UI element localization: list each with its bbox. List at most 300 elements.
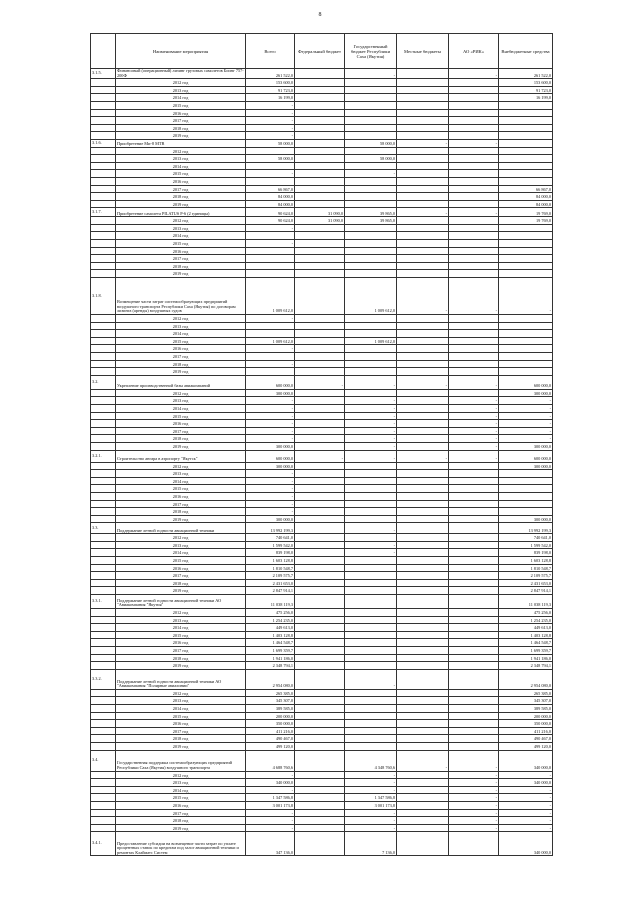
row-code xyxy=(91,639,116,647)
cell-total: 4 688 760,6 xyxy=(246,750,295,771)
cell-total: - xyxy=(246,420,295,428)
cell-extrabudgetary: 350 000,0 xyxy=(499,720,553,728)
year-row xyxy=(91,404,553,412)
cell-total: - xyxy=(246,435,295,443)
year-row xyxy=(91,549,553,557)
cell-rik xyxy=(449,255,499,263)
cell-local: - xyxy=(397,450,449,462)
cell-extrabudgetary: 19 769,0 xyxy=(499,217,553,225)
year-row xyxy=(91,631,553,639)
year-row xyxy=(91,647,553,655)
row-code xyxy=(91,824,116,832)
cell-total: 345 307,0 xyxy=(246,697,295,705)
cell-extrabudgetary: 1 254 235,0 xyxy=(499,616,553,624)
cell-total: 300 000,0 xyxy=(246,515,295,523)
year-row xyxy=(91,132,553,140)
row-code xyxy=(91,155,116,163)
cell-state: 39 865,0 xyxy=(345,217,397,225)
year-row xyxy=(91,470,553,478)
cell-local xyxy=(397,337,449,345)
cell-rik xyxy=(449,631,499,639)
cell-total: 1 599 542,0 xyxy=(246,541,295,549)
cell-total: 1 699 359,7 xyxy=(246,647,295,655)
cell-rik xyxy=(449,217,499,225)
cell-total: 490 467,0 xyxy=(246,735,295,743)
cell-extrabudgetary: 2 847 914,1 xyxy=(499,587,553,595)
cell-state xyxy=(345,639,397,647)
cell-state xyxy=(345,200,397,208)
cell-rik: - xyxy=(449,442,499,450)
cell-local xyxy=(397,404,449,412)
year-label: 2017 год xyxy=(116,255,246,263)
cell-federal xyxy=(295,735,345,743)
row-code xyxy=(91,132,116,140)
cell-federal xyxy=(295,557,345,565)
cell-extrabudgetary: 1 403 128,8 xyxy=(499,631,553,639)
year-label: 2015 год xyxy=(116,712,246,720)
cell-state: - xyxy=(345,523,397,534)
cell-rik xyxy=(449,155,499,163)
year-label: 2016 год xyxy=(116,492,246,500)
header-total: Всего xyxy=(246,34,295,69)
cell-state: - xyxy=(345,809,397,817)
cell-total: 340 000,0 xyxy=(246,779,295,787)
year-row xyxy=(91,232,553,240)
cell-extrabudgetary: 600 000,0 xyxy=(499,375,553,389)
row-code xyxy=(91,322,116,330)
cell-total: 90 624,0 xyxy=(246,208,295,217)
cell-total xyxy=(246,147,295,155)
year-row xyxy=(91,360,553,368)
cell-local xyxy=(397,330,449,338)
cell-rik xyxy=(449,712,499,720)
cell-local xyxy=(397,224,449,232)
year-label: 2016 год xyxy=(116,177,246,185)
cell-extrabudgetary: 449 613,0 xyxy=(499,624,553,632)
cell-local xyxy=(397,742,449,750)
cell-extrabudgetary xyxy=(499,147,553,155)
cell-state: - xyxy=(345,435,397,443)
year-label: 2015 год xyxy=(116,557,246,565)
cell-rik: - xyxy=(449,750,499,771)
financing-table xyxy=(90,33,553,856)
cell-total: 300 000,0 xyxy=(246,442,295,450)
cell-total: 1 603 128,8 xyxy=(246,557,295,565)
cell-rik xyxy=(449,485,499,493)
header-code xyxy=(91,34,116,69)
cell-local xyxy=(397,824,449,832)
cell-extrabudgetary: 2 348 794,1 xyxy=(499,662,553,670)
year-row xyxy=(91,712,553,720)
cell-extrabudgetary: 300 000,0 xyxy=(499,515,553,523)
activity-row xyxy=(91,139,553,147)
row-code xyxy=(91,624,116,632)
cell-total: - xyxy=(246,240,295,248)
year-label: 2017 год xyxy=(116,427,246,435)
cell-federal xyxy=(295,435,345,443)
cell-rik: - xyxy=(449,435,499,443)
cell-local xyxy=(397,262,449,270)
row-code xyxy=(91,337,116,345)
year-label: 2012 год xyxy=(116,771,246,779)
year-label: 2014 год xyxy=(116,704,246,712)
cell-extrabudgetary: 261 522,0 xyxy=(499,69,553,79)
cell-rik xyxy=(449,564,499,572)
year-label: 2015 год xyxy=(116,101,246,109)
cell-extrabudgetary: 340 000,0 xyxy=(499,750,553,771)
activity-name: Приобретение самолета PILATUS P-6 (2 единицы) xyxy=(116,208,246,217)
cell-total xyxy=(246,255,295,263)
cell-federal xyxy=(295,809,345,817)
row-code xyxy=(91,794,116,802)
cell-rik xyxy=(449,624,499,632)
cell-total: 200 000,0 xyxy=(246,712,295,720)
cell-federal xyxy=(295,470,345,478)
cell-extrabudgetary xyxy=(499,162,553,170)
cell-local xyxy=(397,360,449,368)
cell-rik xyxy=(449,720,499,728)
row-code xyxy=(91,631,116,639)
cell-extrabudgetary: 2 431 653,0 xyxy=(499,579,553,587)
year-row xyxy=(91,771,553,779)
year-row xyxy=(91,170,553,178)
year-row xyxy=(91,801,553,809)
row-code xyxy=(91,86,116,94)
cell-rik xyxy=(449,572,499,580)
cell-extrabudgetary xyxy=(499,360,553,368)
row-code xyxy=(91,412,116,420)
year-row xyxy=(91,515,553,523)
cell-state xyxy=(345,330,397,338)
activity-name: Укрепление производственной базы авиакомпаний xyxy=(116,375,246,389)
year-label: 2014 год xyxy=(116,549,246,557)
year-row xyxy=(91,735,553,743)
cell-state: 58 000,0 xyxy=(345,139,397,147)
cell-extrabudgetary xyxy=(499,330,553,338)
cell-federal xyxy=(295,817,345,825)
activity-row xyxy=(91,278,553,315)
cell-federal xyxy=(295,832,345,856)
cell-local xyxy=(397,735,449,743)
cell-federal xyxy=(295,389,345,397)
year-row xyxy=(91,412,553,420)
cell-extrabudgetary xyxy=(499,508,553,516)
row-code xyxy=(91,579,116,587)
cell-local xyxy=(397,427,449,435)
cell-local xyxy=(397,124,449,132)
year-row xyxy=(91,534,553,542)
cell-local xyxy=(397,771,449,779)
cell-state: - xyxy=(345,420,397,428)
cell-total: - xyxy=(246,492,295,500)
table-body xyxy=(91,69,553,856)
cell-extrabudgetary xyxy=(499,353,553,361)
cell-federal xyxy=(295,654,345,662)
year-label: 2013 год xyxy=(116,397,246,405)
cell-state: - xyxy=(345,450,397,462)
year-label: 2015 год xyxy=(116,485,246,493)
cell-federal xyxy=(295,427,345,435)
year-row xyxy=(91,155,553,163)
cell-rik xyxy=(449,94,499,102)
cell-extrabudgetary xyxy=(499,470,553,478)
cell-local xyxy=(397,662,449,670)
cell-extrabudgetary: 600 000,0 xyxy=(499,450,553,462)
cell-federal xyxy=(295,662,345,670)
row-code xyxy=(91,368,116,376)
row-code xyxy=(91,247,116,255)
cell-total: 300 000,0 xyxy=(246,462,295,470)
cell-total: - xyxy=(246,117,295,125)
cell-federal xyxy=(295,255,345,263)
row-code xyxy=(91,117,116,125)
activity-name: Строительство ангара в аэропорту "Якутск" xyxy=(116,450,246,462)
cell-total: 90 624,0 xyxy=(246,217,295,225)
cell-federal xyxy=(295,631,345,639)
year-label: 2013 год xyxy=(116,86,246,94)
row-code xyxy=(91,193,116,201)
cell-federal xyxy=(295,147,345,155)
cell-extrabudgetary xyxy=(499,322,553,330)
cell-extrabudgetary: 839 198,0 xyxy=(499,549,553,557)
cell-state xyxy=(345,247,397,255)
cell-rik: - xyxy=(449,375,499,389)
cell-rik xyxy=(449,124,499,132)
cell-local xyxy=(397,485,449,493)
cell-federal xyxy=(295,669,345,689)
cell-state xyxy=(345,492,397,500)
cell-federal xyxy=(295,742,345,750)
cell-federal xyxy=(295,132,345,140)
cell-extrabudgetary: 740 641,0 xyxy=(499,534,553,542)
cell-extrabudgetary: 300 000,0 xyxy=(499,389,553,397)
year-row xyxy=(91,809,553,817)
row-code xyxy=(91,435,116,443)
year-label: 2013 год xyxy=(116,155,246,163)
cell-extrabudgetary: 475 256,0 xyxy=(499,609,553,617)
cell-total: - xyxy=(246,824,295,832)
cell-state: - xyxy=(345,397,397,405)
row-code xyxy=(91,109,116,117)
cell-total: 1 464 548,7 xyxy=(246,639,295,647)
cell-local xyxy=(397,79,449,87)
cell-extrabudgetary: 265 385,0 xyxy=(499,689,553,697)
year-row xyxy=(91,200,553,208)
year-row xyxy=(91,742,553,750)
cell-local xyxy=(397,579,449,587)
cell-rik xyxy=(449,86,499,94)
cell-rik xyxy=(449,389,499,397)
cell-state xyxy=(345,270,397,278)
year-row xyxy=(91,587,553,595)
year-label: 2018 год xyxy=(116,262,246,270)
cell-local xyxy=(397,217,449,225)
cell-total xyxy=(246,247,295,255)
cell-federal xyxy=(295,485,345,493)
cell-extrabudgetary xyxy=(499,177,553,185)
cell-federal xyxy=(295,368,345,376)
row-code xyxy=(91,809,116,817)
activity-name: Возмещение части затрат системообразующих предприятий воздушного транспорта Республики Саха (Якутия) по договорам лизинга (аренды) воздушных судов xyxy=(116,278,246,315)
cell-federal xyxy=(295,515,345,523)
cell-rik xyxy=(449,315,499,323)
cell-extrabudgetary: - xyxy=(499,427,553,435)
cell-local xyxy=(397,704,449,712)
year-label: 2019 год xyxy=(116,132,246,140)
year-label: 2013 год xyxy=(116,470,246,478)
cell-state: - xyxy=(345,817,397,825)
activity-row xyxy=(91,669,553,689)
header-local-budgets: Местные бюджеты xyxy=(397,34,449,69)
cell-extrabudgetary xyxy=(499,345,553,353)
cell-federal xyxy=(295,508,345,516)
year-row xyxy=(91,420,553,428)
cell-local xyxy=(397,712,449,720)
cell-state xyxy=(345,587,397,595)
year-label: 2015 год xyxy=(116,337,246,345)
cell-total: 389 585,0 xyxy=(246,704,295,712)
year-label: 2014 год xyxy=(116,624,246,632)
row-code xyxy=(91,727,116,735)
cell-local xyxy=(397,353,449,361)
cell-state xyxy=(345,132,397,140)
cell-total: - xyxy=(246,360,295,368)
cell-state: 1 009 612,0 xyxy=(345,337,397,345)
cell-state: - xyxy=(345,375,397,389)
cell-federal xyxy=(295,397,345,405)
row-code xyxy=(91,270,116,278)
year-label: 2012 год xyxy=(116,389,246,397)
year-row xyxy=(91,557,553,565)
row-code xyxy=(91,662,116,670)
year-row xyxy=(91,397,553,405)
cell-total: - xyxy=(246,470,295,478)
cell-local xyxy=(397,442,449,450)
cell-local xyxy=(397,669,449,689)
cell-rik xyxy=(449,549,499,557)
cell-local xyxy=(397,609,449,617)
year-row xyxy=(91,485,553,493)
year-label: 2016 год xyxy=(116,247,246,255)
row-code xyxy=(91,101,116,109)
cell-federal xyxy=(295,647,345,655)
cell-federal xyxy=(295,353,345,361)
cell-rik: - xyxy=(449,404,499,412)
year-row xyxy=(91,824,553,832)
cell-total xyxy=(246,270,295,278)
cell-local xyxy=(397,564,449,572)
row-code xyxy=(91,654,116,662)
row-code xyxy=(91,534,116,542)
cell-total: - xyxy=(246,315,295,323)
year-row xyxy=(91,500,553,508)
row-code xyxy=(91,177,116,185)
cell-local xyxy=(397,477,449,485)
cell-rik xyxy=(449,330,499,338)
cell-rik xyxy=(449,193,499,201)
year-row xyxy=(91,462,553,470)
activity-row xyxy=(91,595,553,609)
header-extrabudgetary: Внебюджетные средства xyxy=(499,34,553,69)
cell-federal xyxy=(295,139,345,147)
year-label: 2012 год xyxy=(116,147,246,155)
cell-state: 4 348 760,6 xyxy=(345,750,397,771)
year-row xyxy=(91,572,553,580)
cell-rik: - xyxy=(449,397,499,405)
cell-extrabudgetary: 2 954 080,0 xyxy=(499,669,553,689)
cell-federal xyxy=(295,523,345,534)
year-label: 2012 год xyxy=(116,315,246,323)
cell-local xyxy=(397,368,449,376)
cell-state xyxy=(345,735,397,743)
cell-total: 499 120,0 xyxy=(246,742,295,750)
cell-state xyxy=(345,595,397,609)
cell-extrabudgetary xyxy=(499,247,553,255)
cell-state xyxy=(345,727,397,735)
cell-total: - xyxy=(246,412,295,420)
cell-total: 2 847 914,1 xyxy=(246,587,295,595)
row-code xyxy=(91,462,116,470)
cell-federal xyxy=(295,185,345,193)
cell-local xyxy=(397,809,449,817)
cell-total: 1 254 235,0 xyxy=(246,616,295,624)
cell-state: - xyxy=(345,786,397,794)
cell-local xyxy=(397,232,449,240)
cell-total: 16 199,0 xyxy=(246,94,295,102)
cell-state xyxy=(345,485,397,493)
cell-state xyxy=(345,534,397,542)
cell-rik xyxy=(449,654,499,662)
year-label: 2019 год xyxy=(116,824,246,832)
cell-federal xyxy=(295,155,345,163)
year-label: 2017 год xyxy=(116,647,246,655)
year-row xyxy=(91,389,553,397)
cell-federal xyxy=(295,162,345,170)
cell-local xyxy=(397,315,449,323)
cell-federal xyxy=(295,587,345,595)
cell-local xyxy=(397,435,449,443)
cell-rik xyxy=(449,353,499,361)
row-code: 3.3.1. xyxy=(91,595,116,609)
cell-rik xyxy=(449,170,499,178)
cell-extrabudgetary: - xyxy=(499,786,553,794)
cell-rik: - xyxy=(449,824,499,832)
cell-state: - xyxy=(345,404,397,412)
activity-row xyxy=(91,750,553,771)
year-row xyxy=(91,609,553,617)
cell-state xyxy=(345,79,397,87)
year-row xyxy=(91,427,553,435)
cell-rik xyxy=(449,832,499,856)
row-code xyxy=(91,609,116,617)
cell-extrabudgetary: - xyxy=(499,801,553,809)
year-row xyxy=(91,94,553,102)
cell-federal xyxy=(295,801,345,809)
cell-total: 84 000,0 xyxy=(246,193,295,201)
year-row xyxy=(91,442,553,450)
cell-rik: - xyxy=(449,801,499,809)
year-row xyxy=(91,616,553,624)
row-code xyxy=(91,541,116,549)
year-label: 2015 год xyxy=(116,412,246,420)
row-code xyxy=(91,124,116,132)
cell-local xyxy=(397,193,449,201)
cell-federal xyxy=(295,232,345,240)
cell-local xyxy=(397,109,449,117)
year-label: 2019 год xyxy=(116,742,246,750)
cell-local xyxy=(397,162,449,170)
year-label: 2014 год xyxy=(116,330,246,338)
